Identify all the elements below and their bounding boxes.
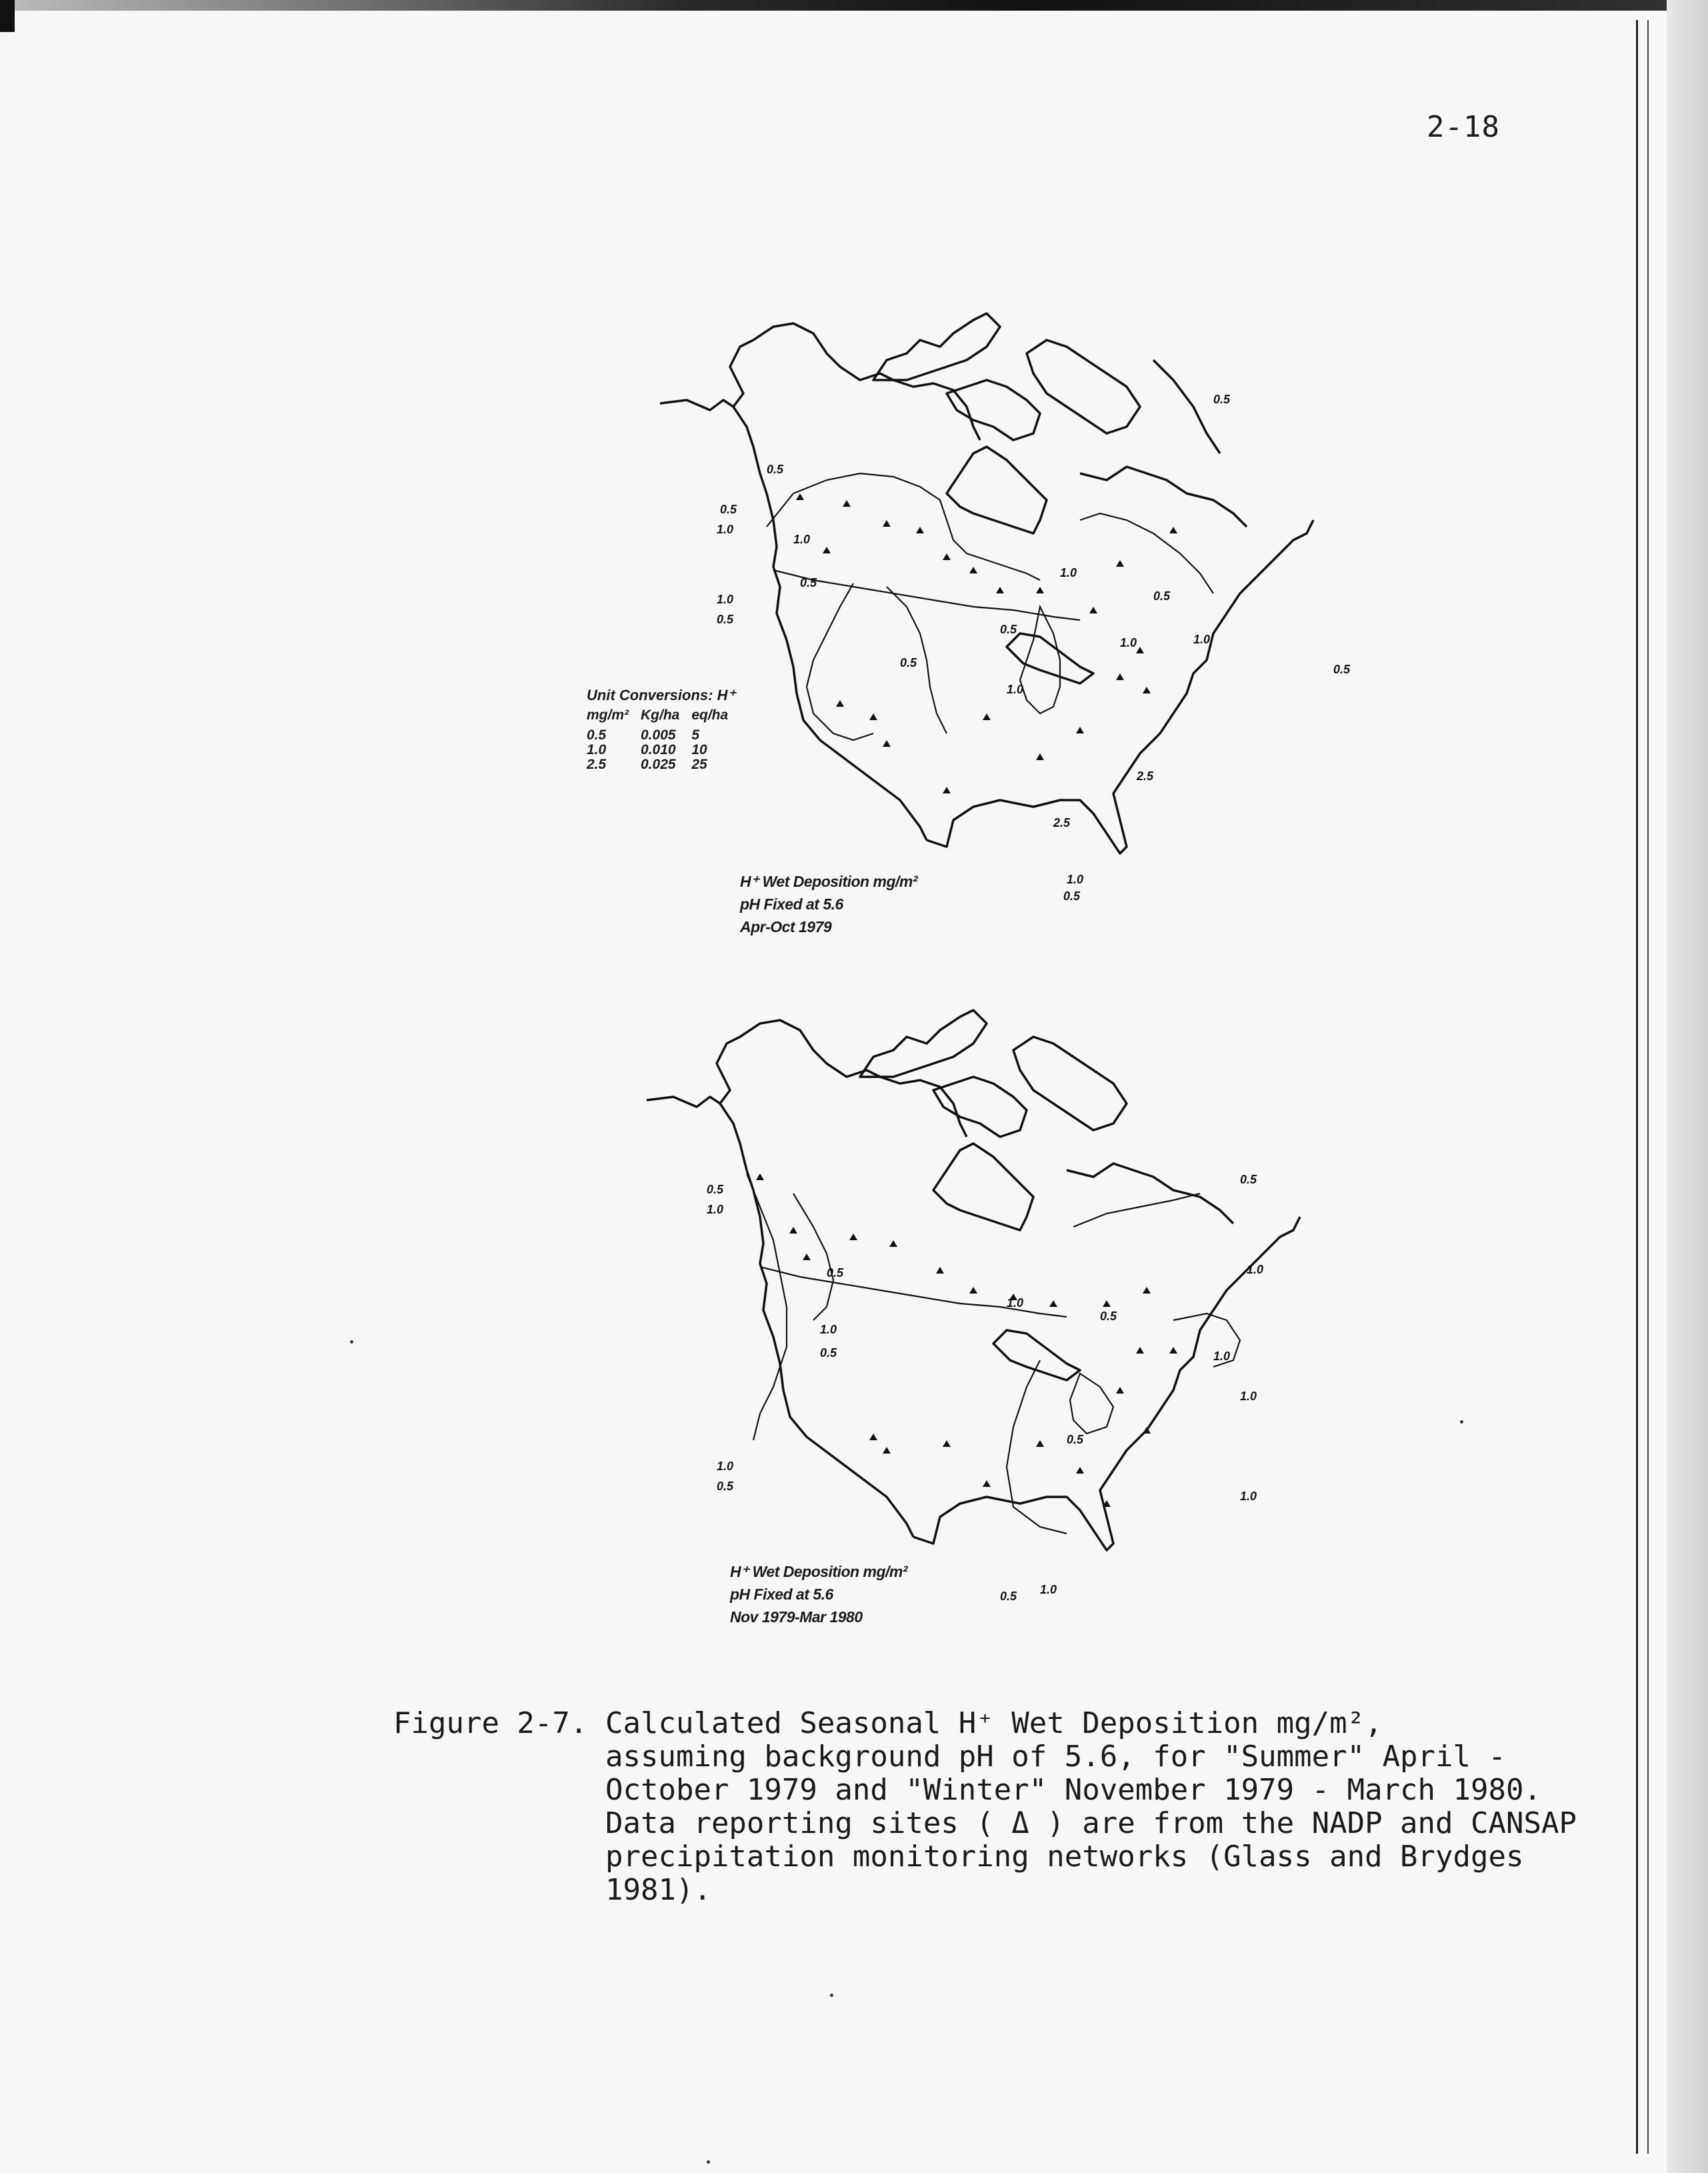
summer-contour-label: 0.5: [1000, 623, 1017, 636]
summer-title-line: Apr-Oct 1979: [740, 918, 832, 935]
winter-contour-label: 0.5: [827, 1266, 844, 1280]
winter-contour-label: 1.0: [1213, 1350, 1231, 1363]
winter-contour-label: 0.5: [1240, 1173, 1257, 1186]
summer-contour-label: 1.0: [1067, 873, 1084, 886]
unit-cell: 0.010: [641, 742, 676, 757]
coastline-west-alaska: [660, 323, 980, 440]
winter-map-title: [730, 1560, 907, 1628]
caption-line: 1981).: [605, 1873, 711, 1907]
unit-cell: 0.005: [641, 727, 676, 743]
winter-contour-label: 1.0: [1040, 1583, 1057, 1596]
summer-contour-label: 0.5: [800, 576, 817, 589]
binding-bar: [1636, 20, 1649, 2154]
winter-contour-label: 1.0: [1007, 1296, 1024, 1310]
summer-contour-label: 0.5: [1063, 889, 1081, 903]
contour-summer-e: [1080, 513, 1213, 593]
arctic-islands-1: [873, 313, 1000, 380]
caption-line: assuming background pH of 5.6, for "Summer" April -: [605, 1740, 1507, 1774]
unit-header: Kg/ha: [641, 707, 680, 723]
summer-contour-label: 2.5: [1137, 769, 1154, 783]
scan-speck: [1460, 1420, 1463, 1424]
unit-row: [587, 743, 740, 757]
winter-contour-label: 0.5: [820, 1346, 837, 1360]
arctic-islands-2: [947, 380, 1040, 440]
summer-contour-label: 1.0: [1060, 566, 1077, 579]
hudson-bay: [947, 447, 1047, 533]
unit-conversions-title: Unit Conversions: H⁺: [587, 687, 736, 703]
unit-cell: 0.5: [587, 727, 607, 743]
summer-deposition-map: [573, 273, 1380, 967]
summer-contour-label: 0.5: [900, 656, 917, 669]
summer-contour-label: 0.5: [717, 613, 734, 626]
coastline-pacific: [720, 1104, 913, 1537]
summer-contour-label: 1.0: [1007, 683, 1024, 696]
contour-winter-b: [793, 1194, 833, 1320]
arctic-islands-2: [933, 1077, 1027, 1137]
unit-conversions-grid: [587, 708, 740, 772]
coastline-gulf-atlantic: [927, 520, 1313, 853]
summer-contour-label: 0.5: [1333, 663, 1351, 676]
winter-contour-label: 0.5: [1000, 1590, 1017, 1603]
caption-line: October 1979 and "Winter" November 1979 - March 1980.: [605, 1773, 1541, 1807]
unit-row: [587, 757, 740, 772]
winter-contour-label: 0.5: [707, 1183, 724, 1196]
caption-body: [605, 1706, 1577, 1907]
great-lakes: [993, 1330, 1080, 1380]
unit-row: [587, 728, 740, 743]
winter-contour-label: 0.5: [717, 1480, 734, 1493]
unit-conversions-table: [587, 687, 740, 772]
summer-map-svg: [573, 273, 1380, 967]
summer-title-line: pH Fixed at 5.6: [740, 895, 843, 913]
contour-winter-a: [747, 1174, 787, 1440]
contour-winter-e: [1070, 1374, 1113, 1434]
summer-contour-label: 1.0: [717, 523, 734, 536]
winter-contour-label: 1.0: [717, 1460, 734, 1473]
great-lakes: [1007, 633, 1093, 683]
page-number: 2-18: [1427, 110, 1500, 144]
winter-deposition-map: [573, 973, 1380, 1647]
winter-contour-label: 1.0: [1240, 1490, 1257, 1503]
summer-contour-label: 0.5: [1213, 393, 1231, 406]
winter-site-markers: [756, 1174, 1177, 1507]
winter-contour-label: 1.0: [707, 1203, 724, 1216]
summer-contour-label: 0.5: [720, 503, 737, 516]
unit-header: mg/m²: [587, 707, 629, 723]
scan-speck: [830, 1994, 833, 1997]
unit-cell: 0.025: [641, 757, 676, 772]
arctic-islands-3: [1027, 340, 1140, 433]
labrador-coast: [1080, 467, 1247, 527]
unit-cell: 5: [691, 727, 700, 743]
scan-top-edge: [0, 0, 1708, 11]
winter-contour-label: 0.5: [1100, 1310, 1117, 1323]
summer-contour-label: 2.5: [1053, 816, 1071, 829]
contour-summer-a: [767, 473, 1040, 580]
arctic-islands-3: [1013, 1037, 1127, 1130]
unit-header: eq/ha: [691, 707, 729, 723]
hudson-bay: [933, 1144, 1033, 1230]
scan-speck: [350, 1340, 353, 1344]
arctic-islands-1: [860, 1010, 987, 1077]
contour-summer-b: [807, 583, 873, 740]
figure-label: Figure 2-7.: [393, 1706, 588, 1740]
coastline-pacific: [733, 407, 927, 840]
unit-cell: 1.0: [587, 742, 607, 757]
winter-contour-label: 1.0: [820, 1323, 837, 1336]
summer-title-line: H⁺ Wet Deposition mg/m²: [740, 873, 917, 890]
summer-contour-label: 1.0: [1193, 633, 1211, 646]
summer-map-title: [740, 870, 917, 938]
unit-cell: 2.5: [587, 757, 607, 772]
scan-speck: [707, 2160, 710, 2164]
unit-cell: 10: [691, 742, 707, 757]
unit-cell: 25: [691, 757, 707, 772]
winter-contour-label: 1.0: [1247, 1263, 1264, 1276]
greenland-edge: [1153, 360, 1220, 453]
coastline-west-alaska: [647, 1020, 967, 1137]
winter-contour-label: 0.5: [1067, 1433, 1084, 1446]
scan-corner-mark: [0, 0, 15, 32]
contour-summer-d: [1020, 607, 1060, 713]
summer-contour-label: 1.0: [793, 533, 811, 546]
caption-line: precipitation monitoring networks (Glass and Brydges: [605, 1840, 1524, 1874]
labrador-coast: [1067, 1164, 1233, 1224]
winter-title-line: pH Fixed at 5.6: [730, 1586, 833, 1603]
scan-right-edge: [1667, 0, 1708, 2173]
winter-title-line: H⁺ Wet Deposition mg/m²: [730, 1563, 907, 1580]
summer-contour-label: 1.0: [1120, 636, 1137, 649]
caption-line: Calculated Seasonal H⁺ Wet Deposition mg/m²,: [605, 1706, 1383, 1740]
summer-contour-label: 1.0: [717, 593, 734, 606]
winter-contour-label: 1.0: [1240, 1390, 1257, 1403]
summer-contour-label: 0.5: [1153, 589, 1171, 603]
summer-contour-label: 0.5: [767, 463, 784, 476]
winter-title-line: Nov 1979-Mar 1980: [730, 1608, 863, 1626]
caption-line: Data reporting sites ( Δ ) are from the NADP and CANSAP: [605, 1806, 1577, 1840]
contour-winter-c: [1073, 1194, 1200, 1227]
winter-map-svg: [573, 973, 1380, 1647]
